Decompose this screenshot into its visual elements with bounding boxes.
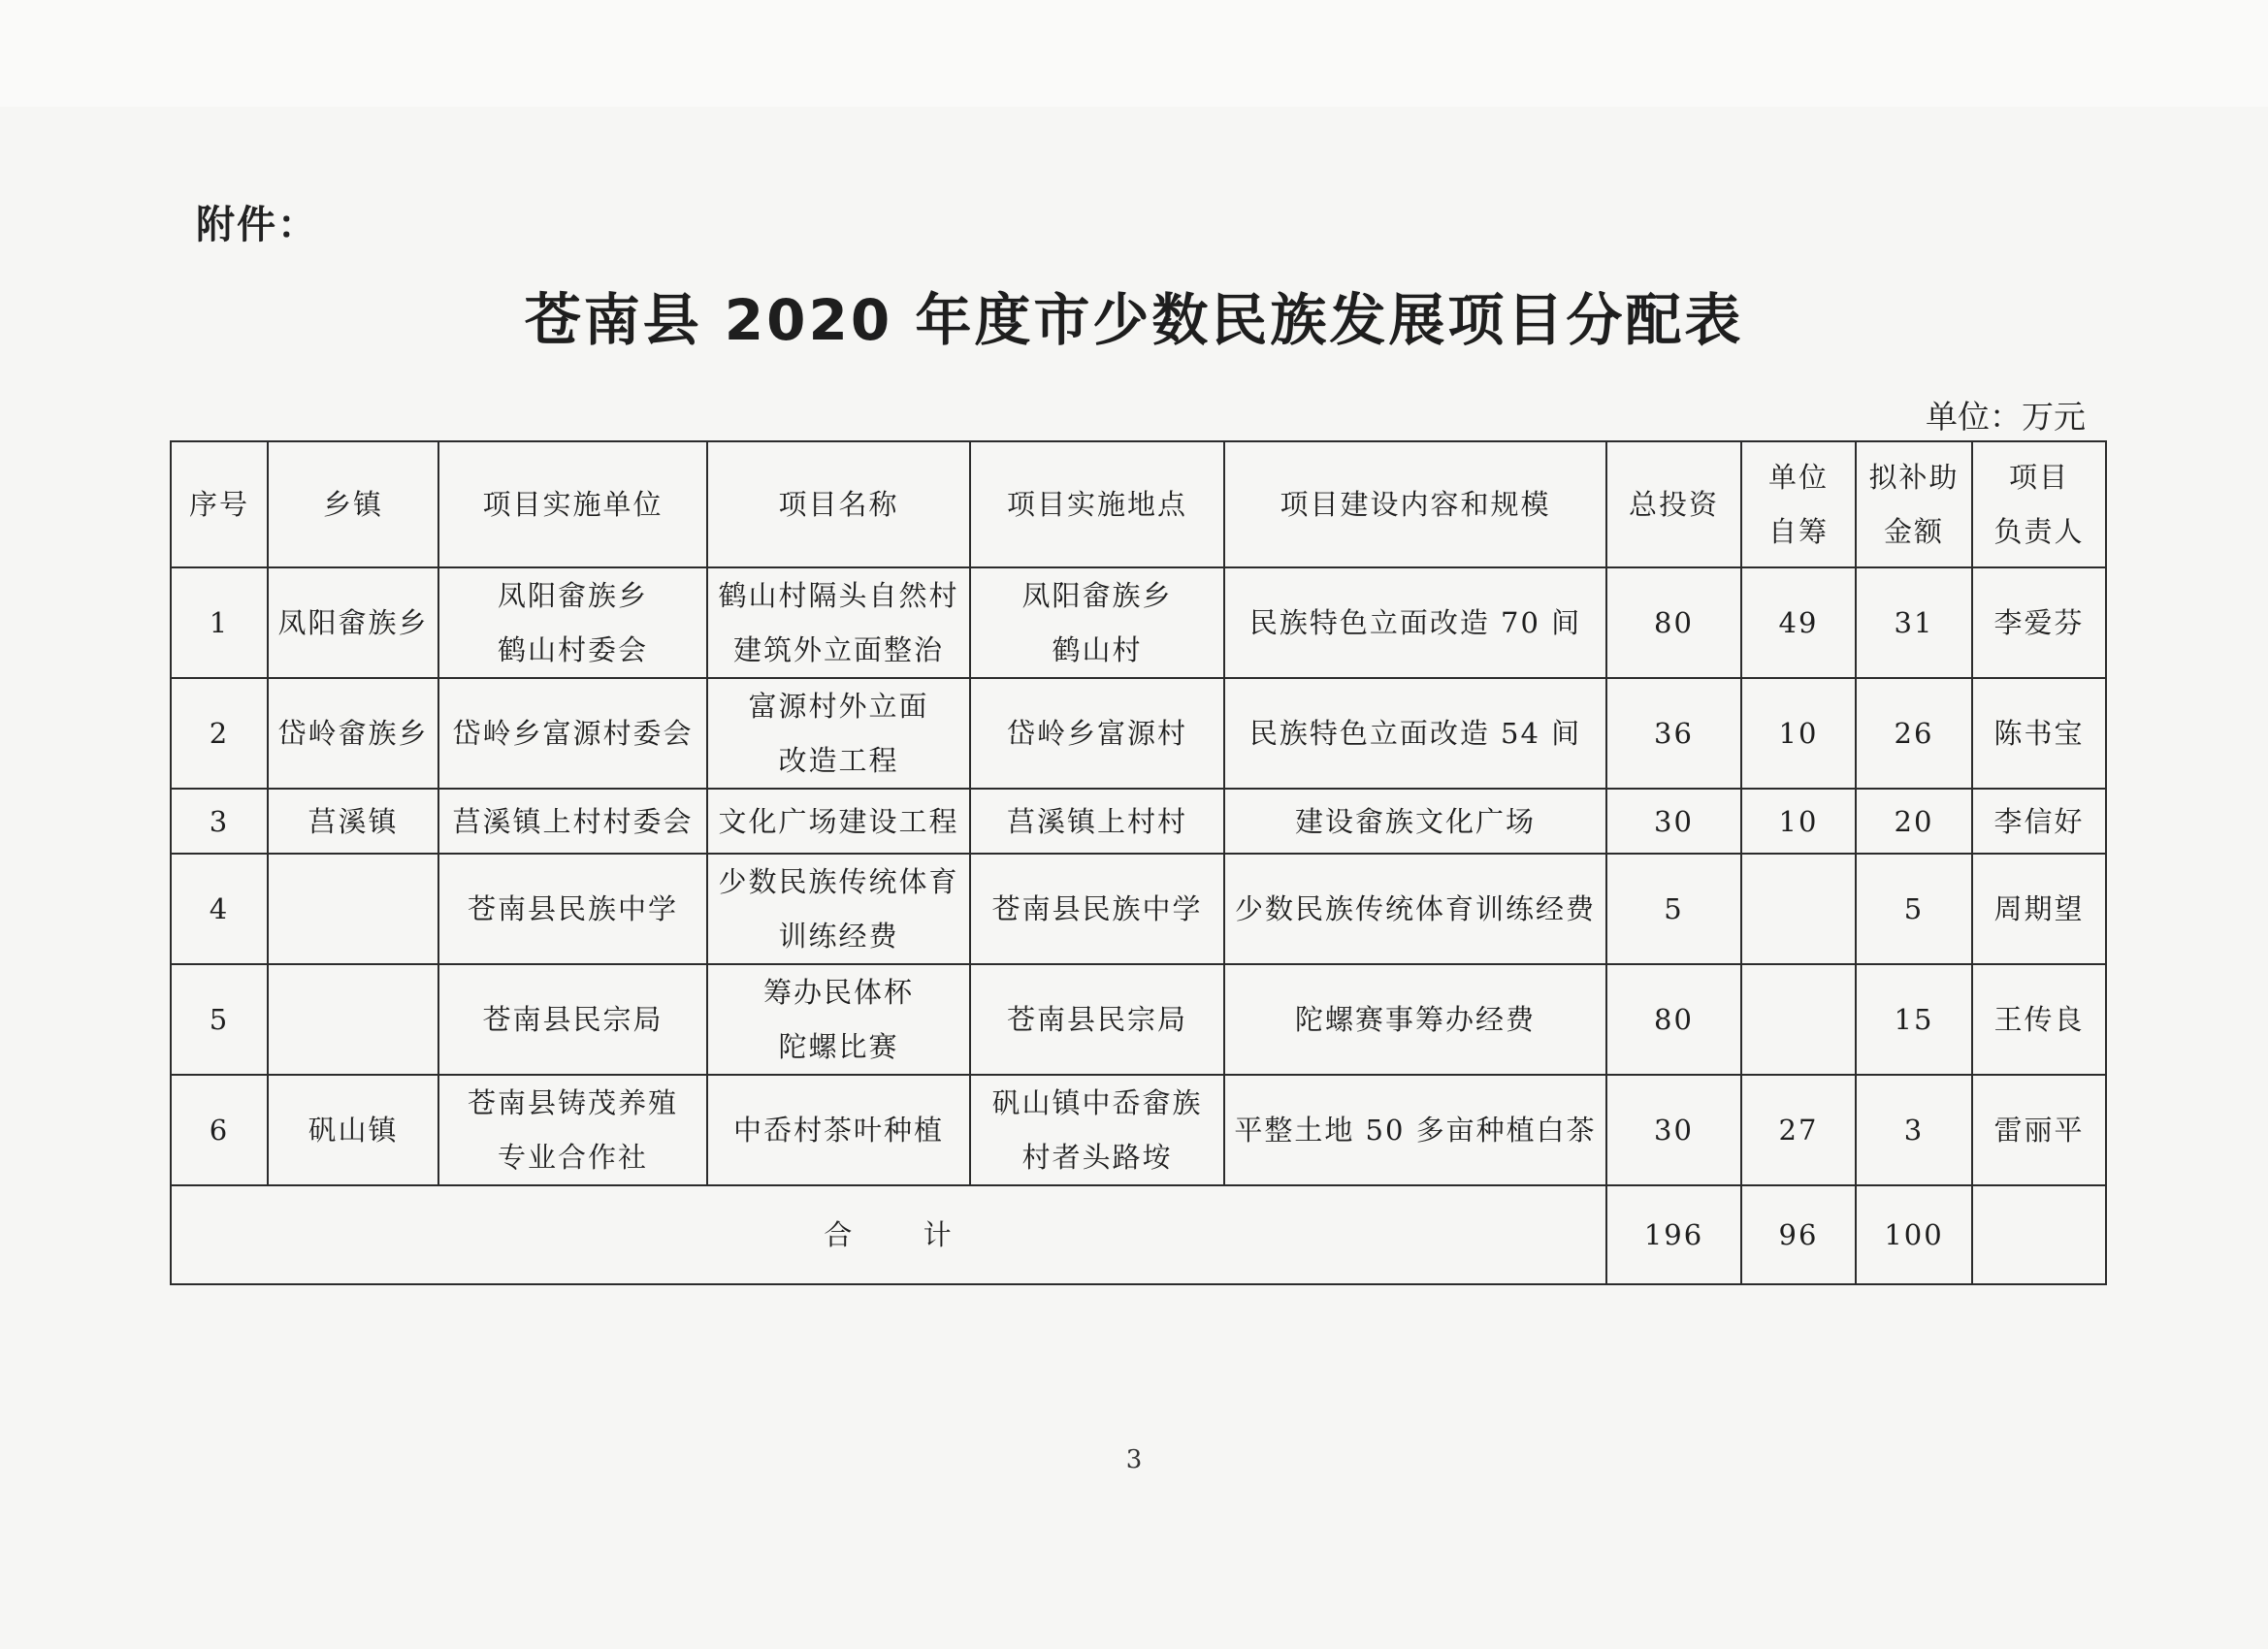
table-row xyxy=(171,789,2106,854)
row-index: 6 xyxy=(171,1075,268,1185)
column-header: 项目实施单位 xyxy=(438,441,707,567)
township-cell: 凤阳畲族乡 xyxy=(268,567,438,678)
row-index: 1 xyxy=(171,567,268,678)
table-row xyxy=(171,1075,2106,1185)
total-investment-sum: 196 xyxy=(1606,1185,1741,1284)
person-in-charge-cell: 王传良 xyxy=(1972,964,2106,1075)
implementing-unit-cell: 莒溪镇上村村委会 xyxy=(438,789,707,854)
self-raised-cell: 10 xyxy=(1741,789,1856,854)
total-label: 合 计 xyxy=(171,1185,1606,1284)
table-row xyxy=(171,964,2106,1075)
project-name-cell: 中岙村茶叶种植 xyxy=(707,1075,970,1185)
document-title: 苍南县 2020 年度市少数民族发展项目分配表 xyxy=(524,287,1744,353)
township-cell: 矾山镇 xyxy=(268,1075,438,1185)
subsidy-cell: 3 xyxy=(1856,1075,1972,1185)
person-in-charge-cell: 李爱芬 xyxy=(1972,567,2106,678)
person-in-charge-total-cell xyxy=(1972,1185,2106,1284)
column-header: 项目建设内容和规模 xyxy=(1224,441,1606,567)
subsidy-cell: 31 xyxy=(1856,567,1972,678)
row-index: 2 xyxy=(171,678,268,789)
page-number: 3 xyxy=(1125,1445,1143,1474)
subsidy-cell: 26 xyxy=(1856,678,1972,789)
total-investment-cell: 80 xyxy=(1606,964,1741,1075)
total-investment-cell: 80 xyxy=(1606,567,1741,678)
total-investment-cell: 36 xyxy=(1606,678,1741,789)
total-row xyxy=(171,1185,2106,1284)
location-cell: 岱岭乡富源村 xyxy=(970,678,1224,789)
column-header: 序号 xyxy=(171,441,268,567)
row-index: 3 xyxy=(171,789,268,854)
total-investment-cell: 5 xyxy=(1606,854,1741,964)
person-in-charge-cell: 陈书宝 xyxy=(1972,678,2106,789)
person-in-charge-cell: 雷丽平 xyxy=(1972,1075,2106,1185)
location-cell: 凤阳畲族乡 鹤山村 xyxy=(970,567,1224,678)
implementing-unit-cell: 凤阳畲族乡 鹤山村委会 xyxy=(438,567,707,678)
project-name-cell: 鹤山村隔头自然村 建筑外立面整治 xyxy=(707,567,970,678)
implementing-unit-cell: 苍南县民族中学 xyxy=(438,854,707,964)
subsidy-sum: 100 xyxy=(1856,1185,1972,1284)
township-cell xyxy=(268,854,438,964)
location-cell: 苍南县民族中学 xyxy=(970,854,1224,964)
project-name-cell: 文化广场建设工程 xyxy=(707,789,970,854)
implementing-unit-cell: 苍南县民宗局 xyxy=(438,964,707,1075)
person-in-charge-cell: 李信好 xyxy=(1972,789,2106,854)
township-cell xyxy=(268,964,438,1075)
township-cell: 莒溪镇 xyxy=(268,789,438,854)
allocation-table xyxy=(170,440,2107,1285)
project-name-cell: 筹办民体杯 陀螺比赛 xyxy=(707,964,970,1075)
column-header: 乡镇 xyxy=(268,441,438,567)
table-header-row xyxy=(171,441,2106,567)
location-cell: 莒溪镇上村村 xyxy=(970,789,1224,854)
self-raised-cell: 10 xyxy=(1741,678,1856,789)
subsidy-cell: 5 xyxy=(1856,854,1972,964)
total-investment-cell: 30 xyxy=(1606,1075,1741,1185)
content-cell: 少数民族传统体育训练经费 xyxy=(1224,854,1606,964)
self-raised-sum: 96 xyxy=(1741,1185,1856,1284)
scan-margin xyxy=(0,0,2268,107)
content-cell: 建设畲族文化广场 xyxy=(1224,789,1606,854)
attachment-label: 附件： xyxy=(196,203,318,247)
location-cell: 苍南县民宗局 xyxy=(970,964,1224,1075)
implementing-unit-cell: 岱岭乡富源村委会 xyxy=(438,678,707,789)
content-cell: 民族特色立面改造 70 间 xyxy=(1224,567,1606,678)
township-cell: 岱岭畲族乡 xyxy=(268,678,438,789)
location-cell: 矾山镇中岙畲族 村者头路垵 xyxy=(970,1075,1224,1185)
column-header: 总投资 xyxy=(1606,441,1741,567)
total-investment-cell: 30 xyxy=(1606,789,1741,854)
unit-label: 单位：万元 xyxy=(1926,398,2086,436)
project-name-cell: 少数民族传统体育 训练经费 xyxy=(707,854,970,964)
implementing-unit-cell: 苍南县铸茂养殖 专业合作社 xyxy=(438,1075,707,1185)
content-cell: 陀螺赛事筹办经费 xyxy=(1224,964,1606,1075)
self-raised-cell xyxy=(1741,964,1856,1075)
project-name-cell: 富源村外立面 改造工程 xyxy=(707,678,970,789)
content-cell: 平整土地 50 多亩种植白茶 xyxy=(1224,1075,1606,1185)
person-in-charge-cell: 周期望 xyxy=(1972,854,2106,964)
table-row xyxy=(171,678,2106,789)
table-row xyxy=(171,567,2106,678)
column-header: 项目 负责人 xyxy=(1972,441,2106,567)
column-header: 项目实施地点 xyxy=(970,441,1224,567)
row-index: 5 xyxy=(171,964,268,1075)
self-raised-cell xyxy=(1741,854,1856,964)
content-cell: 民族特色立面改造 54 间 xyxy=(1224,678,1606,789)
column-header: 项目名称 xyxy=(707,441,970,567)
column-header: 单位 自筹 xyxy=(1741,441,1856,567)
subsidy-cell: 20 xyxy=(1856,789,1972,854)
column-header: 拟补助 金额 xyxy=(1856,441,1972,567)
row-index: 4 xyxy=(171,854,268,964)
table-row xyxy=(171,854,2106,964)
subsidy-cell: 15 xyxy=(1856,964,1972,1075)
self-raised-cell: 27 xyxy=(1741,1075,1856,1185)
self-raised-cell: 49 xyxy=(1741,567,1856,678)
